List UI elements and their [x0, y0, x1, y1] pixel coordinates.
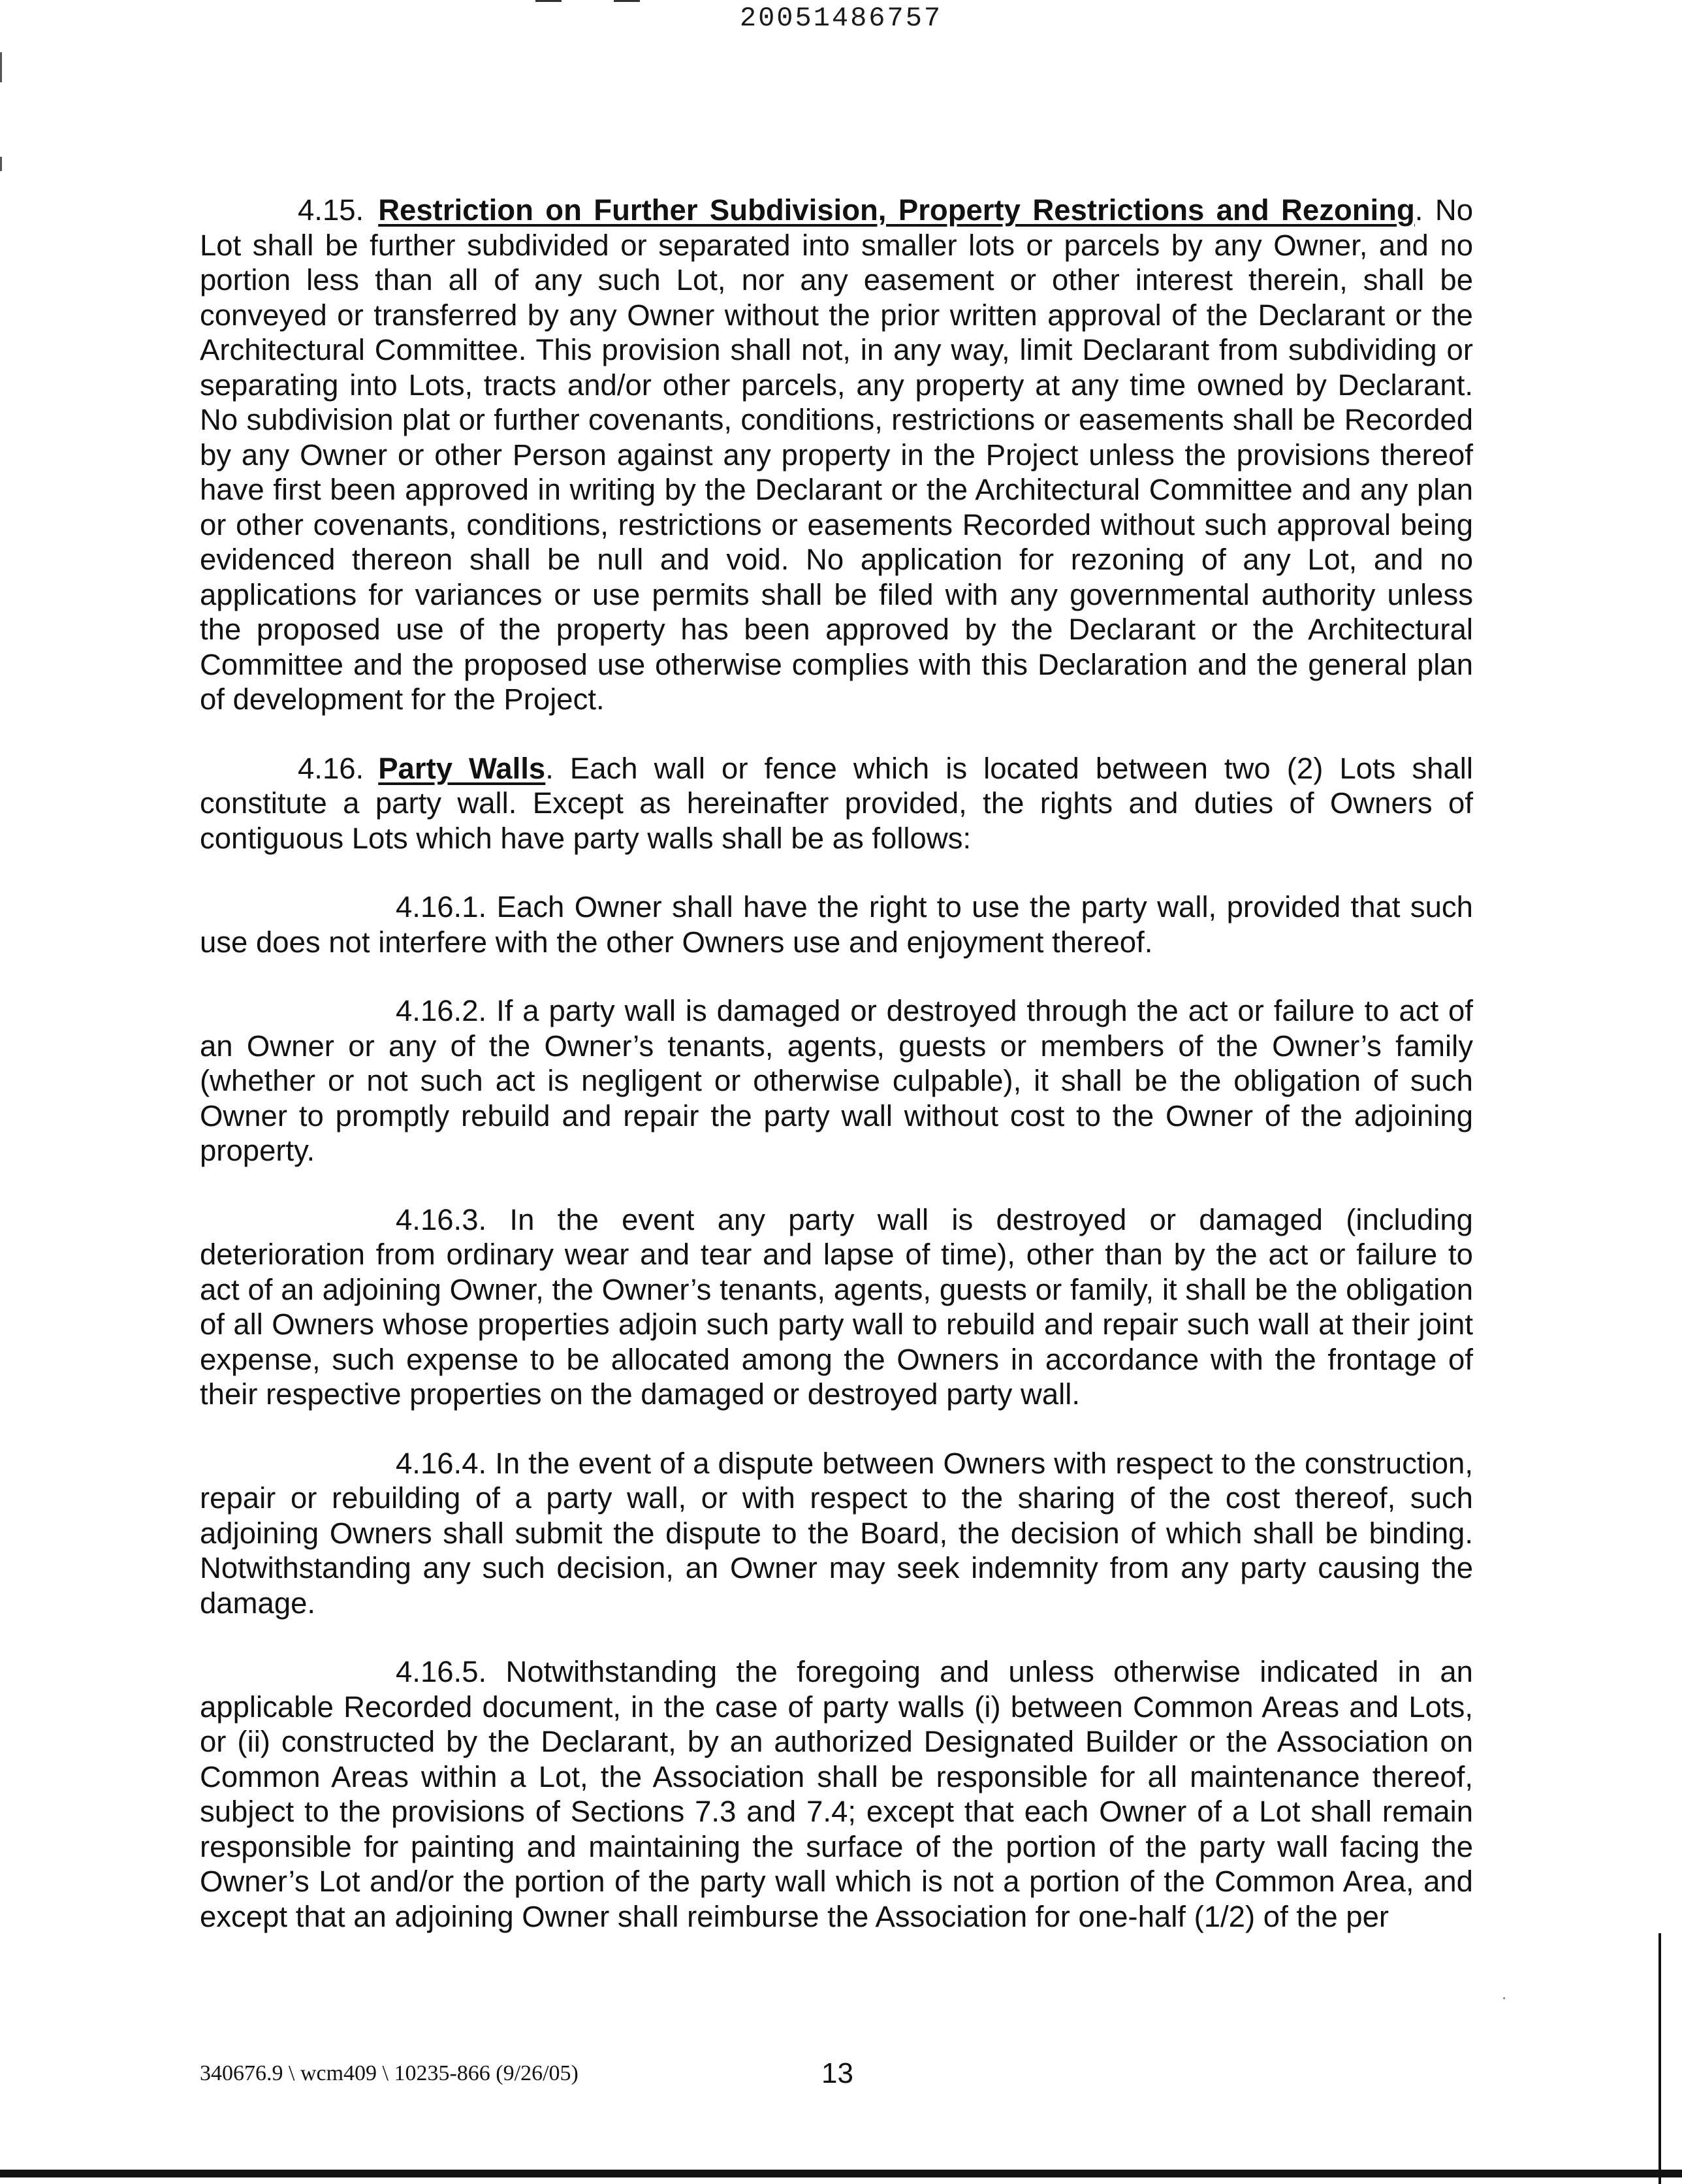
subsection-number: 4.16.4.: [396, 1446, 487, 1480]
subsection-paragraph: [200, 1654, 1473, 1934]
scan-border-right: [1658, 1933, 1661, 2184]
footer-reference: 340676.9 \ wcm409 \ 10235-866 (9/26/05): [200, 2061, 579, 2085]
section-text: . No Lot shall be further subdivided or separated into smaller lots or parcels by any Owner, and no portion less than all of any such Lot, nor any easement or other interest therein, shall be conveyed or transferred by any Owner without the prior written approval of the Declarant or the Architectural Committee. This provision shall not, in any way, limit Declarant from subdividing or separating into Lots, tracts and/or other parcels, any property at any time owned by Declarant. No subdivision plat or further covenants, conditions, restrictions or easements shall be Recorded by any Owner or other Person against any property in the Project unless the provisions thereof have first been approved in writing by the Declarant or the Architectural Committee and any plan or other covenants, conditions, restrictions or easements Recorded without such approval being evidenced thereon shall be null and void. No application for rezoning of any Lot, and no applications for variances or use permits shall be filed with any governmental authority unless the proposed use of the property has been approved by the Declarant or the Architectural Committee and the proposed use otherwise complies with this Declaration and the general plan of development for the Project.: [200, 193, 1474, 716]
section-heading: Restriction on Further Subdivision, Property Restrictions and Rezoning: [378, 193, 1415, 227]
page-number: 13: [821, 2057, 853, 2089]
scan-edge-mark: [0, 157, 2, 171]
subsection-text: In the event of a dispute between Owners with respect to the construction, repair or rebuilding of a party wall, or with respect to the sharing of the cost thereof, such adjoining Owners shall submit the dispute to the Board, the decision of which shall be binding. Notwithstanding any such decision, an Owner may seek indemnity from any party causing the damage.: [200, 1446, 1473, 1620]
scan-edge-mark: [0, 52, 2, 82]
section-number: 4.15.: [298, 193, 364, 227]
subsection-text: In the event any party wall is destroyed or damaged (including deterioration from ordinary wear and tear and lapse of time), other than by the act or failure to act of an adjoining Owner, the Owner’s tenants, agents, guests or family, it shall be the obligation of all Owners whose properties adjoin such party wall to rebuild and repair such wall at their joint expense, such expense to be allocated among the Owners in accordance with the frontage of their respective properties on the damaged or destroyed party wall.: [200, 1202, 1473, 1411]
subsection-paragraph: [200, 993, 1473, 1168]
section-text: . Each wall or fence which is located between two (2) Lots shall constitute a party wall. Except as hereinafter provided, the rights and duties of Owners of contiguous Lots which have party walls shall be as follows:: [200, 751, 1473, 855]
subsection-number: 4.16.2.: [396, 994, 487, 1027]
scan-speck: [1503, 1997, 1505, 1999]
subsection-text: Notwithstanding the foregoing and unless otherwise indicated in an applicable Recorded document, in the case of party walls (i) between Common Areas and Lots, or (ii) constructed by the Declarant, by an authorized Designated Builder or the Association on Common Areas within a Lot, the Association shall be responsible for all maintenance thereof, subject to the provisions of Sections 7.3 and 7.4; except that each Owner of a Lot shall remain responsible for painting and maintaining the surface of the portion of the party wall facing the Owner’s Lot and/or the portion of the party wall which is not a portion of the Common Area, and except that an adjoining Owner shall reimburse the Association for one-half (1/2) of the per: [200, 1655, 1473, 1933]
section-heading: Party Walls: [378, 751, 546, 785]
subsection-paragraph: [200, 890, 1473, 959]
subsection-number: 4.16.1.: [396, 890, 487, 923]
subsection-text: Each Owner shall have the right to use the party wall, provided that such use does not interfere with the other Owners use and enjoyment thereof.: [200, 890, 1473, 959]
document-body: [200, 193, 1473, 1968]
subsection-paragraph: [200, 1202, 1473, 1412]
scan-border-bottom: [0, 2170, 1682, 2177]
subsection-number: 4.16.3.: [396, 1202, 487, 1236]
section-paragraph: [200, 751, 1473, 856]
section-number: 4.16.: [298, 751, 364, 785]
section-paragraph: [200, 193, 1473, 717]
subsection-number: 4.16.5.: [396, 1655, 487, 1688]
subsection-paragraph: [200, 1446, 1473, 1621]
subsection-text: If a party wall is damaged or destroyed through the act or failure to act of an Owner or any of the Owner’s tenants, agents, guests or members of the Owner’s family (whether or not such act is negligent or otherwise culpable), it shall be the obligation of such Owner to promptly rebuild and repair the party wall without cost to the Owner of the adjoining property.: [200, 994, 1473, 1167]
document-number: 20051486757: [739, 3, 943, 34]
